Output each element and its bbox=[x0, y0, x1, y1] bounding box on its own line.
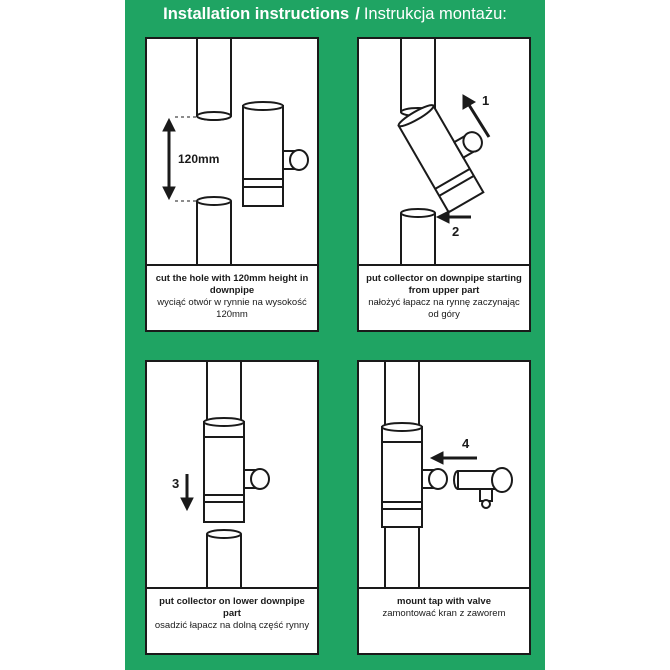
arrow-down-icon bbox=[181, 474, 193, 510]
outlet-cap-icon bbox=[290, 150, 308, 170]
collector-top-rim bbox=[204, 418, 244, 426]
panel-divider bbox=[147, 587, 317, 589]
arrow-left-icon bbox=[431, 452, 477, 464]
title-english: Installation instructions bbox=[163, 5, 350, 23]
step-2-illustration bbox=[359, 39, 529, 264]
arrow-left-icon bbox=[437, 211, 471, 223]
page-title bbox=[125, 5, 545, 27]
step-panel-4 bbox=[357, 360, 531, 655]
measure-arrow-icon bbox=[163, 119, 175, 199]
outlet-cap-icon bbox=[251, 469, 269, 489]
collector-top-rim bbox=[382, 423, 422, 431]
collector-band bbox=[243, 179, 283, 206]
panel-divider bbox=[147, 264, 317, 266]
title-polish: Instrukcja montażu: bbox=[363, 5, 507, 23]
arrow-label-2: 2 bbox=[452, 224, 460, 239]
panel-divider bbox=[359, 264, 529, 266]
tap-with-valve-icon bbox=[454, 468, 512, 508]
upper-downpipe bbox=[207, 362, 241, 420]
panel-divider bbox=[359, 587, 529, 589]
outlet-cap-icon bbox=[429, 469, 447, 489]
step-4-illustration bbox=[359, 362, 529, 587]
collector-top-rim bbox=[243, 102, 283, 110]
step-4-caption bbox=[363, 596, 525, 620]
arrow-label-1: 1 bbox=[482, 93, 490, 108]
lower-downpipe bbox=[207, 534, 241, 587]
step-1-illustration bbox=[147, 39, 317, 264]
lower-downpipe bbox=[197, 201, 231, 264]
caption-english: put collector on lower downpipe part bbox=[159, 596, 305, 619]
caption-polish: zamontować kran z zaworem bbox=[382, 608, 506, 619]
caption-english: mount tap with valve bbox=[397, 596, 491, 607]
step-panel-2 bbox=[357, 37, 531, 332]
caption-polish: osadzić łapacz na dolną część rynny bbox=[154, 620, 310, 631]
step-3-illustration bbox=[147, 362, 317, 587]
arrow-label-3: 3 bbox=[172, 476, 180, 491]
caption-english: cut the hole with 120mm height in downpipe bbox=[155, 273, 309, 296]
arrow-label-4: 4 bbox=[462, 436, 470, 451]
caption-polish: nałożyć łapacz na rynnę zaczynając od góry bbox=[368, 297, 520, 320]
step-2-caption bbox=[363, 273, 525, 321]
instruction-sheet bbox=[125, 0, 545, 670]
step-3-caption bbox=[151, 596, 313, 632]
step-1-caption bbox=[151, 273, 313, 321]
upper-downpipe bbox=[197, 39, 231, 120]
step-panel-1 bbox=[145, 37, 319, 332]
caption-english: put collector on downpipe starting from upper part bbox=[366, 273, 522, 296]
title-separator: / bbox=[355, 5, 360, 23]
lower-pipe-cut-edge bbox=[197, 197, 231, 205]
step-panel-3 bbox=[145, 360, 319, 655]
caption-polish: wyciąć otwór w rynnie na wysokość 120mm bbox=[157, 297, 307, 320]
measure-label: 120mm bbox=[178, 152, 220, 166]
lower-downpipe bbox=[401, 213, 435, 264]
upper-pipe-cut-edge bbox=[197, 112, 231, 120]
